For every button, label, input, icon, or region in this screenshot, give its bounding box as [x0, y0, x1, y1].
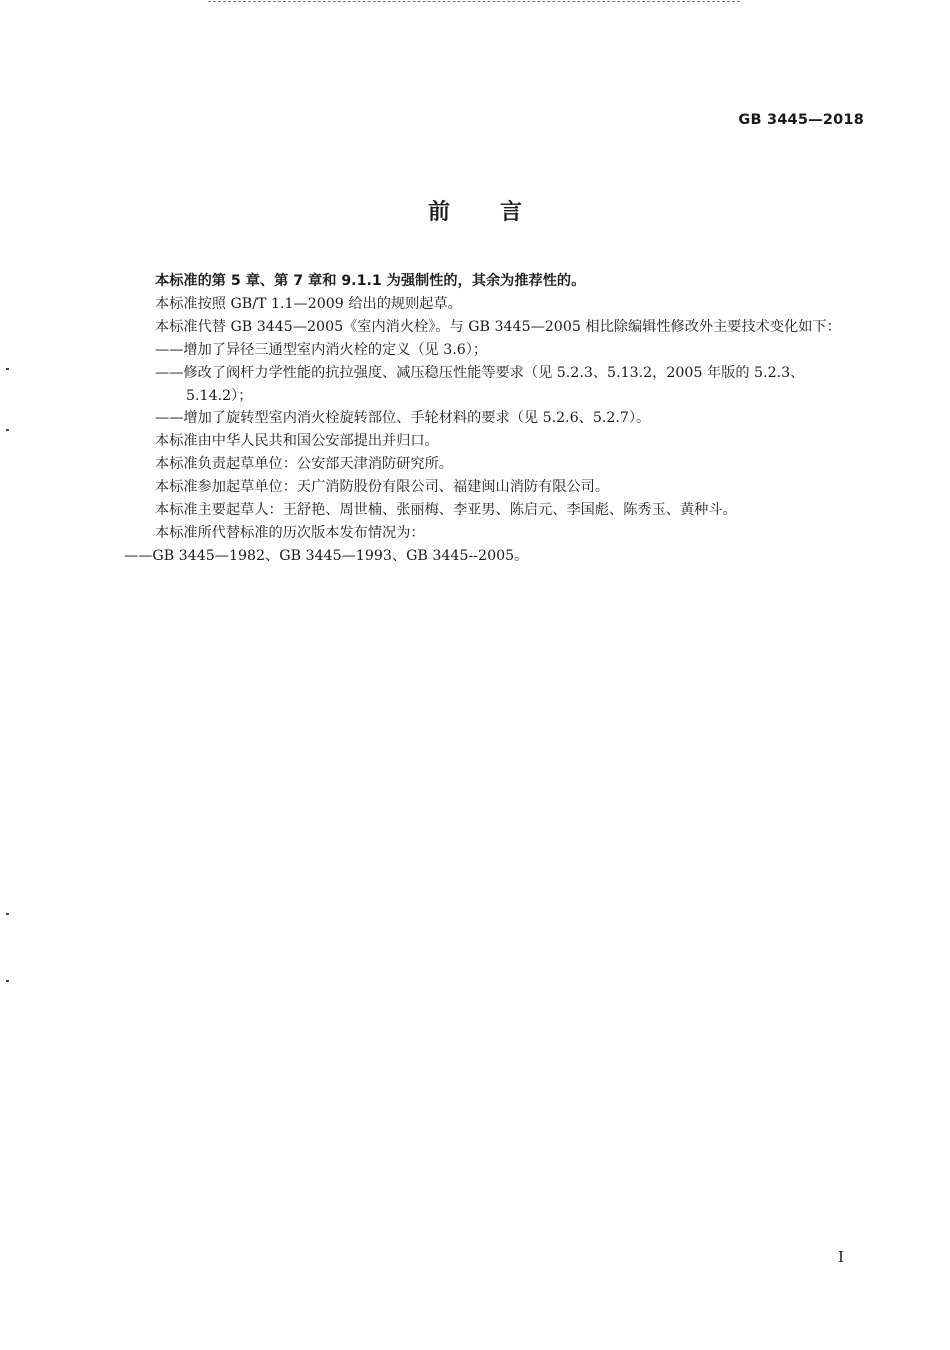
history-list: ——GB 3445—1982、GB 3445—1993、GB 3445--2005。	[124, 547, 529, 564]
responsible-drafter-paragraph: 本标准负责起草单位：公安部天津消防研究所。	[155, 456, 453, 473]
scan-mark	[6, 429, 9, 431]
history-intro-paragraph: 本标准所代替标准的历次版本发布情况为：	[155, 524, 425, 541]
standard-number: GB 3445—2018	[738, 112, 864, 128]
page-title: 前言	[427, 200, 572, 225]
foreword-body	[124, 270, 869, 568]
proposer-paragraph: 本标准由中华人民共和国公安部提出并归口。	[155, 433, 439, 450]
scan-mark	[6, 913, 9, 915]
main-drafters-paragraph: 本标准主要起草人：王舒艳、周世楠、张丽梅、李亚男、陈启元、李国彪、陈秀玉、黄种斗。	[155, 502, 737, 519]
change-item: ——增加了旋转型室内消火栓旋转部位、手轮材料的要求（见 5.2.6、5.2.7）。	[155, 410, 651, 427]
top-edge-rule	[208, 1, 740, 2]
scan-mark	[6, 980, 9, 982]
replacement-paragraph: 本标准代替 GB 3445—2005《室内消火栓》。与 GB 3445—2005 相比除编辑性修改外主要技术变化如下：	[155, 318, 841, 335]
mandatory-clause-paragraph: 本标准的第 5 章、第 7 章和 9.1.1 为强制性的，其余为推荐性的。	[155, 273, 586, 289]
drafting-rules-paragraph: 本标准按照 GB/T 1.1—2009 给出的规则起草。	[155, 295, 462, 312]
scan-mark	[6, 368, 9, 370]
change-item: ——增加了异径三通型室内消火栓的定义（见 3.6）；	[155, 341, 488, 358]
page-number: I	[838, 1248, 844, 1266]
participating-drafter-paragraph: 本标准参加起草单位：天广消防股份有限公司、福建闽山消防有限公司。	[155, 479, 610, 496]
change-item: ——修改了阀杆力学性能的抗拉强度、减压稳压性能等要求（见 5.2.3、5.13.2，2005 年版的 5.2.3、5.14.2）；	[155, 364, 805, 404]
